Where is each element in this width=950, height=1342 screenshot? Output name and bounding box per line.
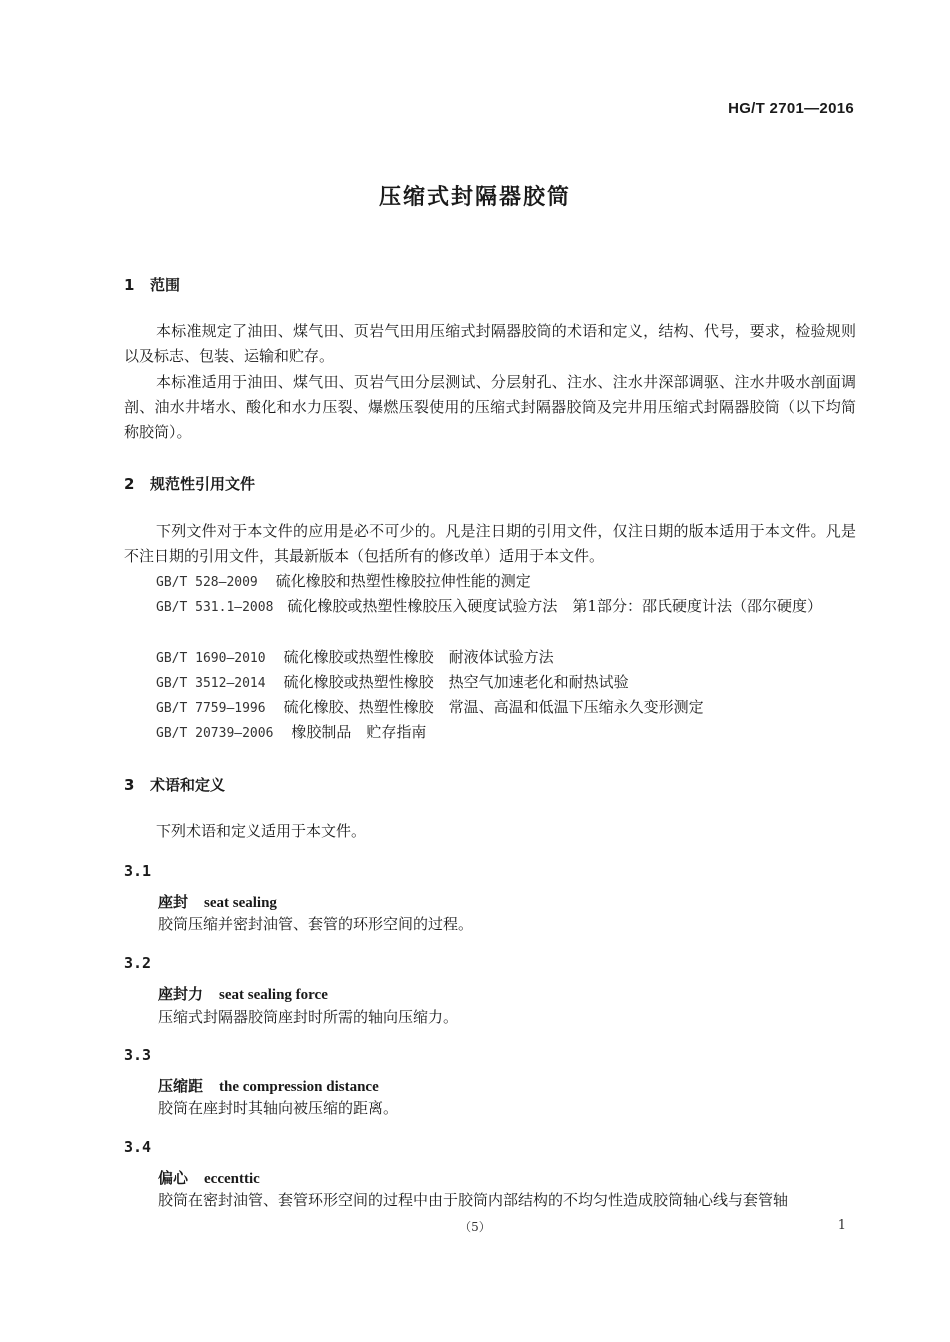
term-definition: 胶筒压缩并密封油管、套管的环形空间的过程。 [158,915,474,933]
section-number: 2 [124,475,135,493]
reference-title: 橡胶制品 贮存指南 [291,723,427,741]
reference-item [156,720,856,746]
term-name [158,1075,379,1096]
reference-item [156,695,856,721]
term-number: 3.1 [124,862,152,880]
term-number: 3.4 [124,1138,152,1156]
term-definition: 胶筒在座封时其轴向被压缩的距离。 [158,1099,399,1117]
reference-code: GB/T 3512—2014 [156,676,266,691]
normative-refs-intro: 下列文件对于本文件的应用是必不可少的。凡是注日期的引用文件，仅注日期的版本适用于本文件。凡是不注日期的引用文件，其最新版本（包括所有的修改单）适用于本文件。 [124,522,856,565]
reference-title: 硫化橡胶或热塑性橡胶 耐液体试验方法 [283,648,554,666]
section-number: 3 [124,776,135,794]
section-title: 规范性引用文件 [150,475,256,493]
term-name-zh: 座封力 [158,985,204,1003]
reference-code: GB/T 7759—1996 [156,701,266,716]
reference-title: 硫化橡胶或热塑性橡胶压入硬度试验方法 第1部分：邵氏硬度计法（邵尔硬度） [287,597,822,615]
scope-paragraph-2: 本标准适用于油田、煤气田、页岩气田分层测试、分层射孔、注水、注水井深部调驱、注水井吸水剖面调剖、油水井堵水、酸化和水力压裂、爆燃压裂使用的压缩式封隔器胶筒及完井用压缩式封隔器胶筒（以下均简称胶筒）。 [124,373,856,441]
term-name [158,891,277,912]
term-number: 3.3 [124,1046,152,1064]
term-name-en: seat sealing force [219,987,328,1003]
section-title: 术语和定义 [150,776,226,794]
term-name-zh: 偏心 [158,1169,189,1187]
footer-sheet-number: （5） [459,1220,491,1234]
terms-intro: 下列术语和定义适用于本文件。 [156,822,367,840]
reference-item [156,645,856,671]
term-name-zh: 压缩距 [158,1077,204,1095]
reference-title: 硫化橡胶或热塑性橡胶 热空气加速老化和耐热试验 [283,673,629,691]
reference-title: 硫化橡胶和热塑性橡胶拉伸性能的测定 [275,572,531,590]
scope-paragraph-1: 本标准规定了油田、煤气田、页岩气田用压缩式封隔器胶筒的术语和定义，结构、代号，要求，检验规则以及标志、包装、运输和贮存。 [124,322,856,365]
term-name-zh: 座封 [158,893,189,911]
reference-title: 硫化橡胶、热塑性橡胶 常温、高温和低温下压缩永久变形测定 [283,698,704,716]
term-name [158,983,328,1004]
term-name-en: the compression distance [219,1079,379,1095]
term-definition: 胶筒在密封油管、套管环形空间的过程中由于胶筒内部结构的不均匀性造成胶筒轴心线与套管轴 [158,1191,789,1209]
term-name-en: seat sealing [204,895,277,911]
page-number: 1 [837,1218,846,1233]
term-number: 3.2 [124,954,152,972]
reference-item [124,594,856,620]
reference-item [156,569,856,595]
section-number: 1 [124,276,135,294]
reference-item [156,670,856,696]
document-title: 压缩式封隔器胶筒 [378,185,571,210]
section-heading-normative-refs [124,473,255,494]
term-name [158,1167,260,1188]
section-heading-terms [124,774,225,795]
section-heading-scope [124,274,180,295]
section-title: 范围 [150,276,181,294]
reference-code: GB/T 20739—2006 [156,726,274,741]
term-definition: 压缩式封隔器胶筒座封时所需的轴向压缩力。 [158,1008,459,1026]
reference-code: GB/T 1690—2010 [156,651,266,666]
reference-code: GB/T 528—2009 [156,575,258,590]
term-name-en: eccenttic [204,1171,260,1187]
standard-code: HG/T 2701—2016 [728,100,854,117]
reference-code: GB/T 531.1—2008 [156,600,274,615]
